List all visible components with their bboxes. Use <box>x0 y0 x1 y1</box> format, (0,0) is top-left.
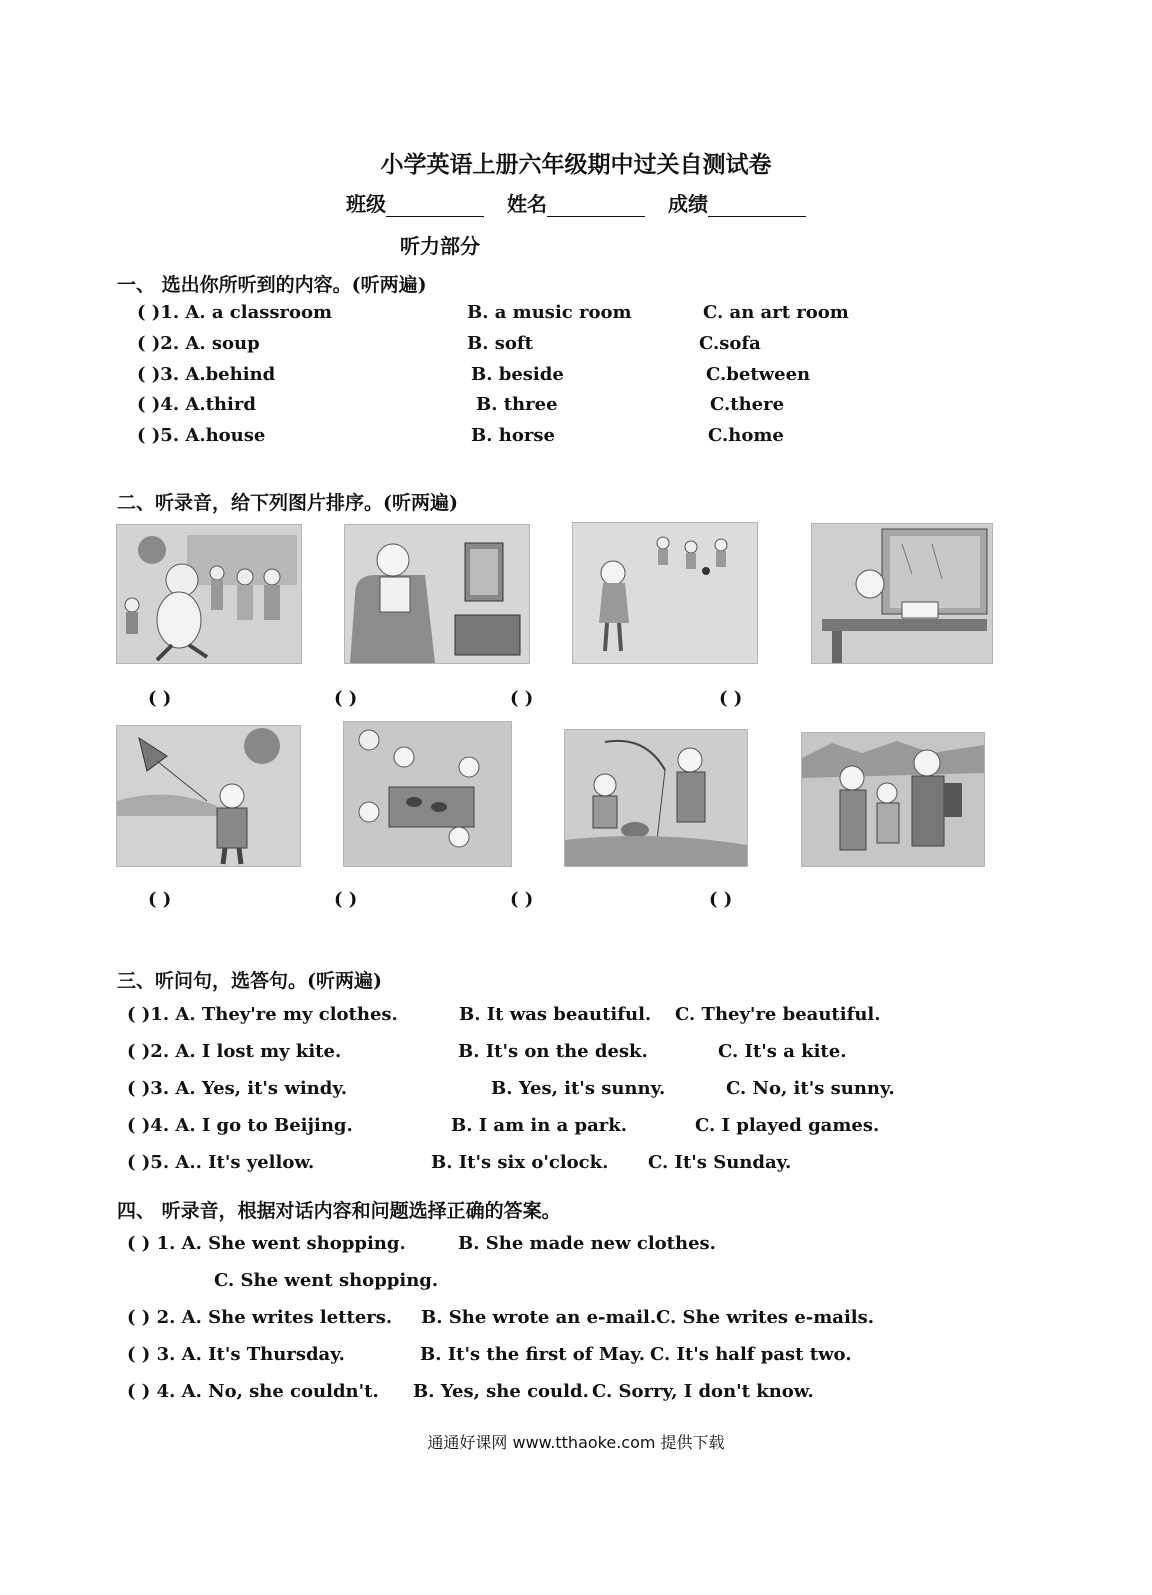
s3-q3-a: ( )3. A. Yes, it's windy. <box>127 1078 347 1099</box>
s4-q3-b: B. It's the first of May. <box>420 1344 646 1365</box>
s3-q4-a: ( )4. A. I go to Beijing. <box>127 1115 353 1136</box>
class-blank[interactable] <box>386 196 484 217</box>
picture-great-wall-family <box>801 732 985 867</box>
s4-q2-a: ( ) 2. A. She writes letters. <box>127 1307 393 1328</box>
s2-paren-8[interactable]: ( ) <box>709 889 733 910</box>
score-blank[interactable] <box>708 196 806 217</box>
s1-q2-a: ( )2. A. soup <box>137 333 260 354</box>
s2-paren-5[interactable]: ( ) <box>148 889 172 910</box>
s3-q2-c: C. It's a kite. <box>718 1041 847 1062</box>
s3-q5-b: B. It's six o'clock. <box>431 1152 609 1173</box>
s2-paren-1[interactable]: ( ) <box>148 688 172 709</box>
footer-source: 通通好课网 www.tthaoke.com 提供下载 <box>427 1433 725 1452</box>
s3-q1-a: ( )1. A. They're my clothes. <box>127 1004 398 1025</box>
score-label: 成绩 <box>667 192 708 216</box>
s1-q1-c: C. an art room <box>703 302 849 323</box>
s3-q4-b: B. I am in a park. <box>451 1115 628 1136</box>
s1-q4-b: B. three <box>476 394 558 415</box>
s3-q1-c: C. They're beautiful. <box>675 1004 881 1025</box>
s2-paren-4[interactable]: ( ) <box>719 688 743 709</box>
s1-q5-c: C.home <box>708 425 784 446</box>
name-blank[interactable] <box>547 196 645 217</box>
s4-q1-c: C. She went shopping. <box>214 1270 439 1291</box>
section-1-title: 一、 选出你所听到的内容。(听两遍) <box>117 274 427 296</box>
s3-q1-b: B. It was beautiful. <box>459 1004 652 1025</box>
s1-q3-c: C.between <box>706 364 811 385</box>
section-4-title: 四、 听录音，根据对话内容和问题选择正确的答案。 <box>117 1200 561 1222</box>
listening-section-label: 听力部分 <box>400 234 480 258</box>
s4-q2-c: C. She writes e-mails. <box>656 1307 875 1328</box>
s1-q5-b: B. horse <box>471 425 555 446</box>
s4-q4-c: C. Sorry, I don't know. <box>592 1381 814 1402</box>
s2-paren-6[interactable]: ( ) <box>334 889 358 910</box>
s1-q4-c: C.there <box>710 394 785 415</box>
s1-q4-a: ( )4. A.third <box>137 394 256 415</box>
picture-festival-parade <box>116 524 302 664</box>
s1-q2-c: C.sofa <box>699 333 761 354</box>
s4-q4-a: ( ) 4. A. No, she couldn't. <box>127 1381 379 1402</box>
s1-q3-b: B. beside <box>471 364 564 385</box>
s1-q1-a: ( )1. A. a classroom <box>137 302 333 323</box>
s1-q2-b: B. soft <box>467 333 533 354</box>
s4-q2-b: B. She wrote an e-mail. <box>421 1307 657 1328</box>
s3-q5-c: C. It's Sunday. <box>648 1152 792 1173</box>
picture-boy-watching-tv <box>344 524 530 664</box>
s2-paren-7[interactable]: ( ) <box>510 889 534 910</box>
s3-q5-a: ( )5. A.. It's yellow. <box>127 1152 315 1173</box>
s2-paren-2[interactable]: ( ) <box>334 688 358 709</box>
section-2-title: 二、听录音，给下列图片排序。(听两遍) <box>117 492 458 514</box>
picture-girl-reading-desk <box>811 523 993 664</box>
s3-q2-b: B. It's on the desk. <box>458 1041 648 1062</box>
picture-boy-flying-kite <box>116 725 301 867</box>
s1-q5-a: ( )5. A.house <box>137 425 266 446</box>
s3-q3-c: C. No, it's sunny. <box>726 1078 895 1099</box>
picture-family-picnic <box>343 721 512 867</box>
s1-q3-a: ( )3. A.behind <box>137 364 276 385</box>
section-3-title: 三、听问句，选答句。(听两遍) <box>117 970 382 992</box>
s3-q4-c: C. I played games. <box>695 1115 880 1136</box>
name-label: 姓名 <box>507 192 547 216</box>
page-title: 小学英语上册六年级期中过关自测试卷 <box>380 151 772 178</box>
s3-q2-a: ( )2. A. I lost my kite. <box>127 1041 342 1062</box>
picture-boys-fishing <box>564 729 748 867</box>
s4-q3-a: ( ) 3. A. It's Thursday. <box>127 1344 345 1365</box>
s1-q1-b: B. a music room <box>467 302 632 323</box>
s4-q3-c: C. It's half past two. <box>650 1344 852 1365</box>
s4-q4-b: B. Yes, she could. <box>413 1381 589 1402</box>
s3-q3-b: B. Yes, it's sunny. <box>491 1078 666 1099</box>
student-info-line <box>0 188 1152 217</box>
class-label: 班级 <box>346 192 387 216</box>
picture-girl-cheering-football <box>572 522 758 664</box>
s4-q1-b: B. She made new clothes. <box>458 1233 716 1254</box>
s4-q1-a: ( ) 1. A. She went shopping. <box>127 1233 406 1254</box>
s2-paren-3[interactable]: ( ) <box>510 688 534 709</box>
